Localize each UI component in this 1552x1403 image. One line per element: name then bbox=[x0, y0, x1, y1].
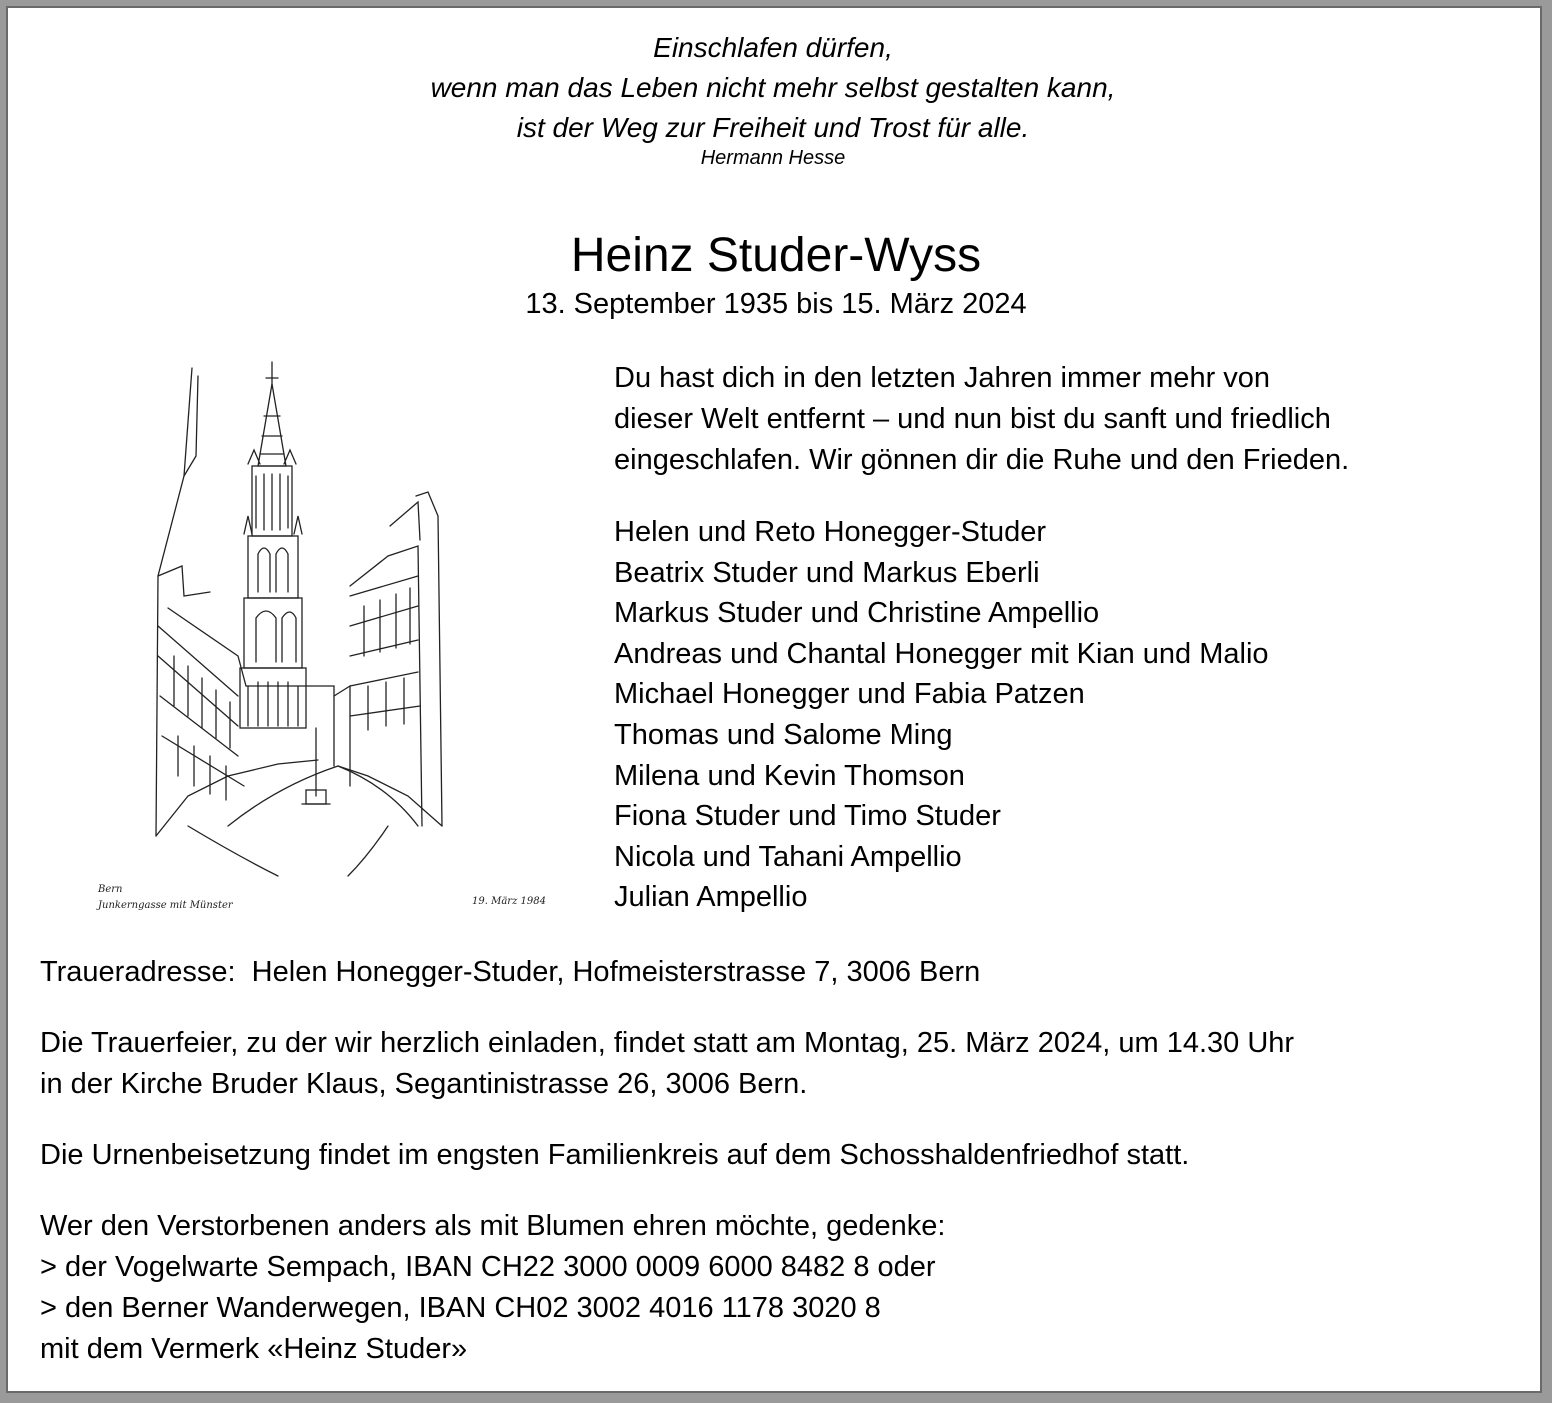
family-member: Nicola und Tahani Ampellio bbox=[614, 840, 962, 873]
quote-line: wenn man das Leben nicht mehr selbst gestalten kann, bbox=[430, 72, 1116, 103]
sketch-caption: Bern bbox=[98, 884, 123, 895]
deceased-name: Heinz Studer-Wyss bbox=[570, 229, 982, 282]
quote-block bbox=[0, 28, 1552, 170]
family-member: Julian Ampellio bbox=[614, 881, 808, 914]
quote-line: Einschlafen dürfen, bbox=[653, 32, 893, 63]
details-section bbox=[40, 952, 1520, 1370]
intro-line: dieser Welt entfernt – und nun bist du sanft und friedlich bbox=[614, 403, 1331, 435]
ceremony-line: Die Trauerfeier, zu der wir herzlich einladen, findet statt am Montag, 25. März 2024, um 14.30 Uhr bbox=[40, 1027, 1295, 1059]
burial-info: Die Urnenbeisetzung findet im engsten Familienkreis auf dem Schosshaldenfriedhof statt. bbox=[40, 1139, 1190, 1171]
family-member: Milena und Kevin Thomson bbox=[614, 759, 965, 792]
family-member: Markus Studer und Christine Ampellio bbox=[614, 597, 1100, 630]
family-member: Fiona Studer und Timo Studer bbox=[614, 800, 1001, 833]
quote-line: ist der Weg zur Freiheit und Trost für alle. bbox=[516, 112, 1030, 143]
intro-text bbox=[614, 358, 1534, 481]
sketch-date: 19. März 1984 bbox=[472, 896, 546, 907]
family-member: Thomas und Salome Ming bbox=[614, 718, 953, 751]
family-list bbox=[614, 512, 1269, 918]
intro-line: eingeschlafen. Wir gönnen dir die Ruhe und den Frieden. bbox=[614, 444, 1350, 476]
donation-line: > den Berner Wanderwegen, IBAN CH02 3002 4016 1178 3020 8 bbox=[40, 1292, 881, 1324]
donation-line: mit dem Vermerk «Heinz Studer» bbox=[40, 1333, 468, 1365]
ceremony-line: in der Kirche Bruder Klaus, Segantinistrasse 26, 3006 Bern. bbox=[40, 1068, 808, 1100]
minster-sketch bbox=[88, 356, 546, 916]
family-member: Michael Honegger und Fabia Patzen bbox=[614, 678, 1085, 711]
family-member: Andreas und Chantal Honegger mit Kian und Malio bbox=[614, 637, 1269, 670]
life-dates: 13. September 1935 bis 15. März 2024 bbox=[525, 288, 1027, 320]
donation-line: > der Vogelwarte Sempach, IBAN CH22 3000 0009 6000 8482 8 oder bbox=[40, 1251, 936, 1283]
sketch-caption: Junkerngasse mit Münster bbox=[98, 900, 233, 911]
quote-author: Hermann Hesse bbox=[700, 147, 846, 169]
family-member: Helen und Reto Honegger-Studer bbox=[614, 516, 1047, 548]
donation-line: Wer den Verstorbenen anders als mit Blumen ehren möchte, gedenke: bbox=[40, 1210, 946, 1242]
family-member: Beatrix Studer und Markus Eberli bbox=[614, 556, 1040, 589]
mourning-address: Traueradresse: Helen Honegger-Studer, Hofmeisterstrasse 7, 3006 Bern bbox=[40, 956, 981, 988]
intro-line: Du hast dich in den letzten Jahren immer mehr von bbox=[614, 362, 1271, 394]
